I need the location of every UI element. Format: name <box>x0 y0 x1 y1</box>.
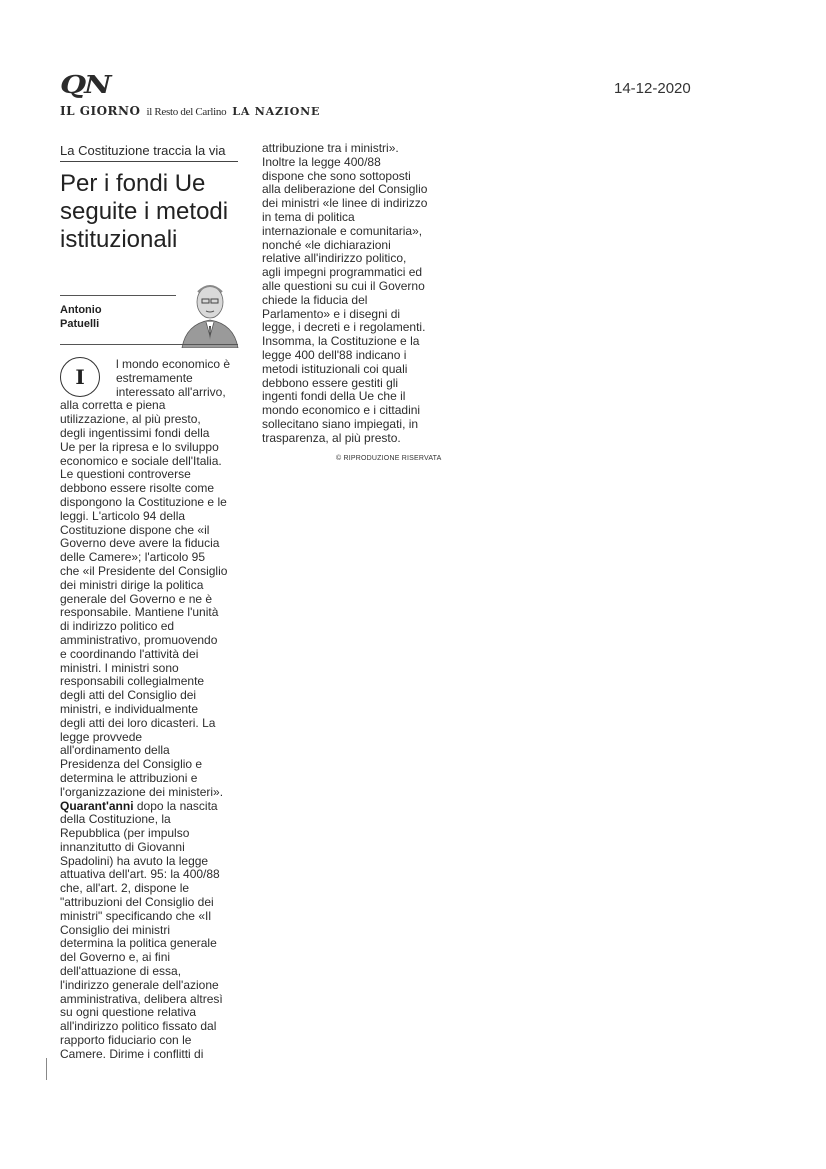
text-line: responsabili collegialmente <box>60 674 205 689</box>
text-line: attuativa dell'art. 95: la 400/88 <box>60 867 220 882</box>
headline-line: istituzionali <box>60 226 178 253</box>
text-line: Repubblica (per impulso <box>60 826 190 841</box>
text-line: che, all'art. 2, dispone le <box>60 881 190 896</box>
text-line: estremamente <box>116 370 193 385</box>
clipping-date: 14-12-2020 <box>614 80 691 97</box>
text-line: relative all'indirizzo politico, <box>262 251 407 266</box>
text-line: chiede la fiducia del <box>262 292 368 307</box>
text-line: debbono essere gestiti gli <box>262 375 399 390</box>
text-line: dei ministri «le linee di indirizzo <box>262 196 428 211</box>
text-line: ingenti fondi della Ue che il <box>262 389 406 404</box>
text-line: Presidenza del Consiglio e <box>60 757 203 772</box>
paper-resto-del-carlino: il Resto del Carlino <box>146 106 227 118</box>
text-line: all'indirizzo politico fissato dal <box>60 1019 217 1034</box>
text-line: amministrativo, promuovendo <box>60 632 218 647</box>
article-headline <box>60 170 260 254</box>
text-line: generale del Governo e ne è <box>60 591 213 606</box>
text-line: ministri" specificando che «Il <box>60 908 211 923</box>
text-line: rapporto fiduciario con le <box>60 1033 192 1048</box>
text-line: all'ordinamento della <box>60 743 170 758</box>
text-line: l mondo economico è <box>116 357 231 371</box>
text-line: innanzitutto di Giovanni <box>60 839 185 854</box>
text-line: e coordinando l'attività dei <box>60 646 199 661</box>
text-line: amministrativa, delibera altresì <box>60 991 223 1006</box>
text-line: su ogni questione relativa <box>60 1005 197 1020</box>
author-first-name: Antonio <box>60 304 102 316</box>
text-line: dell'attuazione di essa, <box>60 964 182 979</box>
text-line: determina le attribuzioni e <box>60 770 198 785</box>
author-byline <box>60 303 170 331</box>
bold-lead: Quarant'anni <box>60 798 134 813</box>
text-line: attribuzione tra i ministri». <box>262 141 399 155</box>
text-line: Inoltre la legge 400/88 <box>262 154 381 169</box>
text-line: delle Camere»; l'articolo 95 <box>60 550 206 565</box>
text-line: di indirizzo politico ed <box>60 619 175 634</box>
text-line: mondo economico e i cittadini <box>262 403 421 418</box>
text-line: della Costituzione, la <box>60 812 171 827</box>
text-line: legge provvede <box>60 729 143 744</box>
text-line: l'organizzazione dei ministeri». <box>60 784 224 799</box>
text-line: leggi. L'articolo 94 della <box>60 508 186 523</box>
text-line: Ue per la ripresa e lo sviluppo <box>60 439 219 454</box>
masthead <box>60 71 350 118</box>
author-last-name: Patuelli <box>60 318 100 330</box>
text-line: Spadolini) ha avuto la legge <box>60 853 209 868</box>
text-line: Parlamento» e i disegni di <box>262 306 401 321</box>
text-line: "attribuzioni del Consiglio dei <box>60 895 214 910</box>
text-line: ministri. I ministri sono <box>60 660 179 675</box>
paper-la-nazione: LA NAZIONE <box>232 105 321 118</box>
text-line: Le questioni controverse <box>60 467 191 482</box>
qn-logo: QN <box>60 71 110 100</box>
text-line: che «il Presidente del Consiglio <box>60 563 228 578</box>
text-line: degli ingentissimi fondi della <box>60 425 210 440</box>
text-line-bold-lead <box>60 800 230 814</box>
bold-lead-rest: dopo la nascita <box>133 798 218 813</box>
article-column-2 <box>262 142 427 446</box>
text-line: alle questioni su cui il Governo <box>262 278 425 293</box>
text-line: Costituzione dispone che «il <box>60 522 210 537</box>
text-line: metodi istituzionali coi quali <box>262 361 408 376</box>
text-line: Insomma, la Costituzione e la <box>262 334 420 349</box>
text-line: trasparenza, al più presto. <box>262 430 401 445</box>
text-line: utilizzazione, al più presto, <box>60 412 201 427</box>
text-line: legge 400 dell'88 indicano i <box>262 347 407 362</box>
text-line: determina la politica generale <box>60 936 217 951</box>
copyright-notice: © RIPRODUZIONE RISERVATA <box>336 455 442 462</box>
text-line: dei ministri dirige la politica <box>60 577 204 592</box>
headline-line: seguite i metodi <box>60 198 229 225</box>
text-line: economico e sociale dell'Italia. <box>60 453 222 468</box>
text-line: dispongono la Costituzione e le <box>60 494 227 509</box>
text-line: dispone che sono sottoposti <box>262 168 411 183</box>
text-line: sollecitano siano impiegati, in <box>262 416 419 431</box>
text-line: responsabile. Mantiene l'unità <box>60 605 219 620</box>
text-line: del Governo e, ai fini <box>60 950 171 965</box>
text-line: agli impegni programmatici ed <box>262 265 423 280</box>
text-line: in tema di politica <box>262 209 355 224</box>
text-line: nonché «le dichiarazioni <box>262 237 391 252</box>
author-divider-bottom <box>60 344 238 345</box>
author-photo <box>176 278 240 348</box>
text-line: Camere. Dirime i conflitti di <box>60 1046 204 1061</box>
text-line: degli atti del Consiglio dei <box>60 688 197 703</box>
article-kicker: La Costituzione traccia la via <box>60 143 238 162</box>
text-line: internazionale e comunitaria», <box>262 223 423 238</box>
text-line: degli atti dei loro dicasteri. La <box>60 715 216 730</box>
text-line: Consiglio dei ministri <box>60 922 171 937</box>
dropcap-letter: I <box>60 357 100 397</box>
masthead-papers <box>60 104 320 118</box>
paper-il-giorno: IL GIORNO <box>60 104 141 118</box>
text-line: l'indirizzo generale dell'azione <box>60 977 219 992</box>
text-line: interessato all'arrivo, <box>116 384 226 399</box>
text-line: alla corretta e piena <box>60 398 166 413</box>
text-line: Governo deve avere la fiducia <box>60 536 220 551</box>
text-line: alla deliberazione del Consiglio <box>262 182 428 197</box>
scan-margin-mark <box>46 1058 47 1080</box>
headline-line: Per i fondi Ue <box>60 170 206 197</box>
text-line: ministri, e individualmente <box>60 701 199 716</box>
text-line: debbono essere risolte come <box>60 481 215 496</box>
text-line: legge, i decreti e i regolamenti. <box>262 320 426 335</box>
article-column-1 <box>60 358 230 1062</box>
